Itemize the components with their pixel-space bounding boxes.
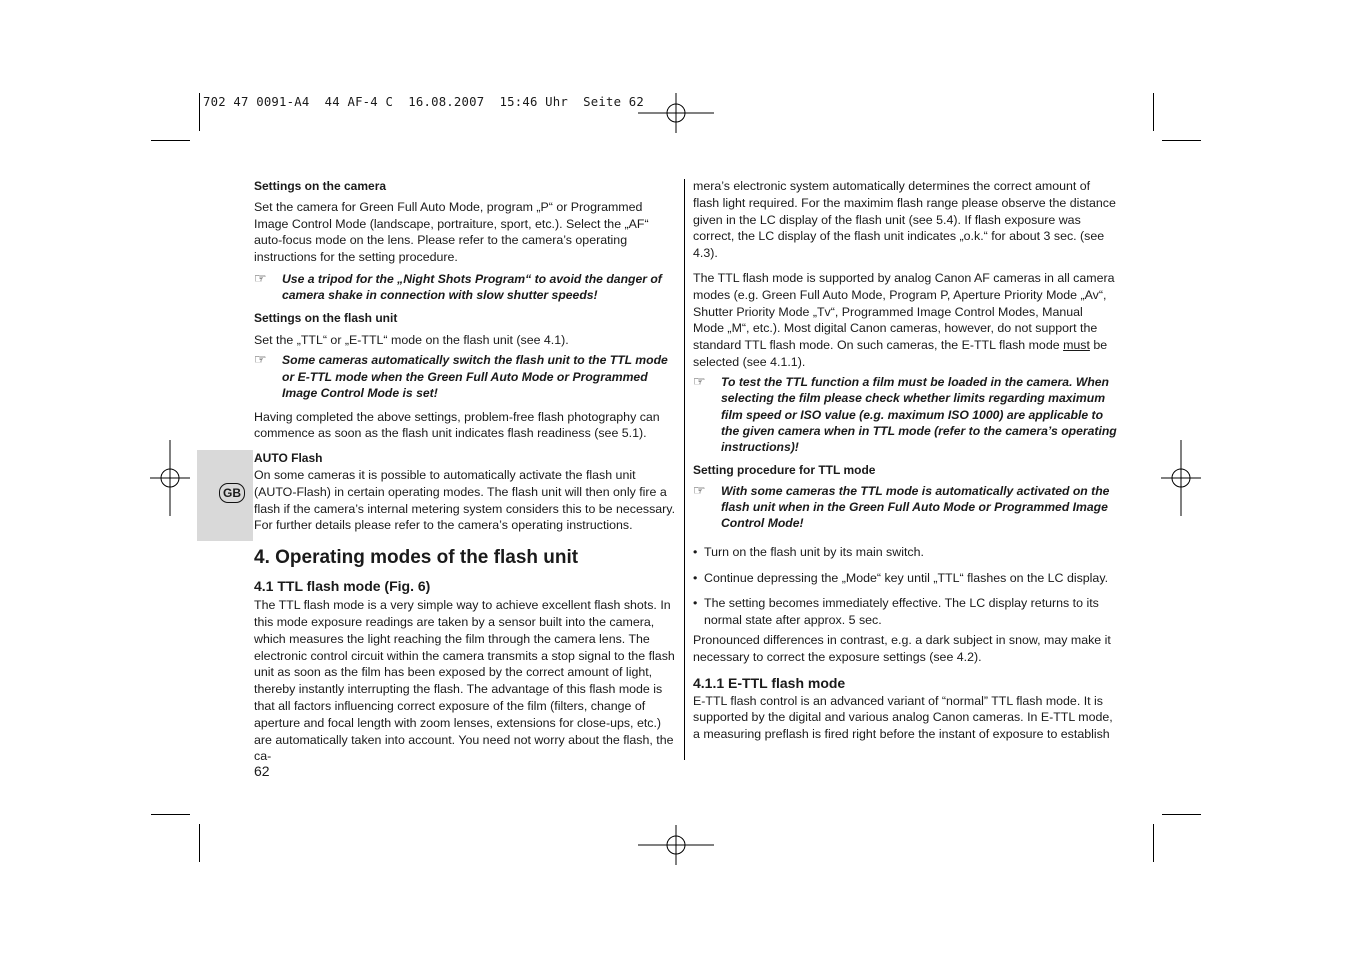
crop-mark bbox=[1153, 93, 1154, 131]
crop-mark bbox=[151, 140, 190, 141]
flash-settings-text: Set the „TTL“ or „E-TTL“ mode on the flash unit (see 4.1). bbox=[254, 332, 569, 347]
language-badge: GB bbox=[219, 483, 245, 503]
pointing-hand-icon: ☞ bbox=[693, 481, 706, 498]
continued-text: mera’s electronic system automatically determines the correct amount of flash light required. For the maximim flash range please observe the distance given in the LC display of the flash unit (see 5.4). If flash exposure was correct, the LC display of the flash unit indicates „o.k.“ for about 3 sec. (see 4.3). bbox=[693, 179, 1116, 261]
pointing-hand-icon: ☞ bbox=[693, 372, 706, 389]
note-tripod bbox=[254, 271, 678, 304]
crop-mark bbox=[151, 814, 190, 815]
crop-mark bbox=[1162, 140, 1201, 141]
flash-settings-heading: Settings on the flash unit bbox=[254, 310, 398, 325]
subsection-heading: 4.1 TTL flash mode (Fig. 6) bbox=[254, 578, 431, 595]
note-tripod-text: Use a tripod for the „Night Shots Program“ to avoid the danger of camera shake in connection with slow shutter speeds! bbox=[282, 271, 662, 303]
crop-mark bbox=[199, 824, 200, 862]
section-heading: 4. Operating modes of the flash unit bbox=[254, 547, 579, 569]
note-auto-switch-text: Some cameras automatically switch the flash unit to the TTL mode or E-TTL mode when the Green Full Auto Mode or Programmed Image Control Mode is set! bbox=[282, 353, 668, 401]
registration-mark-bottom bbox=[636, 825, 716, 865]
registration-mark-right bbox=[1161, 440, 1201, 516]
list-item: • Turn on the flash unit by its main switch. bbox=[693, 544, 924, 559]
left-column bbox=[254, 178, 678, 765]
right-column bbox=[693, 178, 1117, 743]
pointing-hand-icon: ☞ bbox=[254, 351, 267, 368]
camera-settings-heading: Settings on the camera bbox=[254, 179, 387, 193]
note-film-test bbox=[693, 374, 1117, 456]
auto-flash-text: On some cameras it is possible to automatically activate the flash unit (AUTO-Flash) in certain operating modes. The flash unit will then only fire a flash if the camera’s internal metering system considers this to be necessary. For further details please refer to the camera’s operating instructions. bbox=[254, 468, 676, 533]
page-number: 62 bbox=[254, 763, 270, 779]
crop-mark bbox=[1153, 824, 1154, 862]
ttl-mode-text: The TTL flash mode is a very simple way to achieve excellent flash shots. In this mode exposure readings are taken by a sensor built into the camera, which measures the light reaching the film through the camera lens. The electronic control circuit within the camera transmits a stop signal to the flash unit as soon as the film has been exposed by the correct amount of light, thereby instantly interrupting the flash. The advantage of this flash mode is that all factors influencing correct exposure of the film (filters, change of aperture and focal length with zoom lenses, extensions for close-ups, etc.) are automatically taken into account. You need not worry about the flash, the ca- bbox=[254, 598, 675, 764]
column-divider bbox=[684, 179, 685, 760]
list-item: • The setting becomes immediately effective. The LC display returns to its normal state after approx. 5 sec. bbox=[693, 596, 1099, 628]
completed-settings-text: Having completed the above settings, problem-free flash photography can commence as soon as the flash unit indicates flash readiness (see 5.1). bbox=[254, 409, 660, 441]
registration-mark-top bbox=[636, 93, 716, 133]
crop-mark bbox=[1162, 814, 1201, 815]
auto-flash-heading: AUTO Flash bbox=[254, 451, 323, 466]
crop-mark bbox=[199, 93, 200, 131]
registration-mark-left bbox=[150, 440, 190, 516]
note-auto-switch bbox=[254, 352, 678, 401]
camera-settings-text: Set the camera for Green Full Auto Mode, program „P“ or Programmed Image Control Mode (landscape, portraiture, sport, etc.). Select the „AF“ auto-focus mode on the lens. Please refer to the camera’s operating instructions for the setting procedure. bbox=[254, 199, 649, 265]
note-auto-activation bbox=[693, 483, 1117, 532]
print-slug: 702 47 0091-A4 44 AF-4 C 16.08.2007 15:46 Uhr Seite 62 bbox=[203, 95, 644, 109]
procedure-heading: Setting procedure for TTL mode bbox=[693, 462, 876, 477]
ttl-support-text: The TTL flash mode is supported by analog Canon AF cameras in all camera modes (e.g. Green Full Auto Mode, Program P, Aperture Priority Mode „Av“, Shutter Priority Mode „Tv“, Programmed Image Control Modes, Manual Mode „M“, etc.). Most digital Canon cameras, however, do not support the standard TTL flash mode. On such cameras, the E-TTL flash mode must be selected (see 4.1.1). bbox=[693, 270, 1115, 369]
contrast-text: Pronounced differences in contrast, e.g. a dark subject in snow, may make it necessary to correct the exposure settings (see 4.2). bbox=[693, 633, 1111, 664]
note-auto-activation-text: With some cameras the TTL mode is automatically activated on the flash unit when in the Green Full Auto Mode or Programmed Image Control Mode! bbox=[721, 483, 1110, 531]
pointing-hand-icon: ☞ bbox=[254, 269, 267, 286]
list-item: • Continue depressing the „Mode“ key until „TTL“ flashes on the LC display. bbox=[693, 570, 1109, 585]
ettl-heading: 4.1.1 E-TTL flash mode bbox=[693, 674, 846, 691]
language-tab bbox=[197, 450, 253, 541]
ettl-text: E-TTL flash control is an advanced variant of “normal” TTL flash mode. It is supported by the digital and various analog Canon cameras. In E-TTL mode, a measuring preflash is fired right before the instant of exposure to establish bbox=[693, 693, 1113, 742]
note-film-test-text: To test the TTL function a film must be loaded in the camera. When selecting the film please check whether limits regarding maximum film speed or ISO value (e.g. maximum ISO 1000) are applicable to the given camera when in TTL mode (refer to the camera’s operating instructions)! bbox=[721, 374, 1117, 455]
